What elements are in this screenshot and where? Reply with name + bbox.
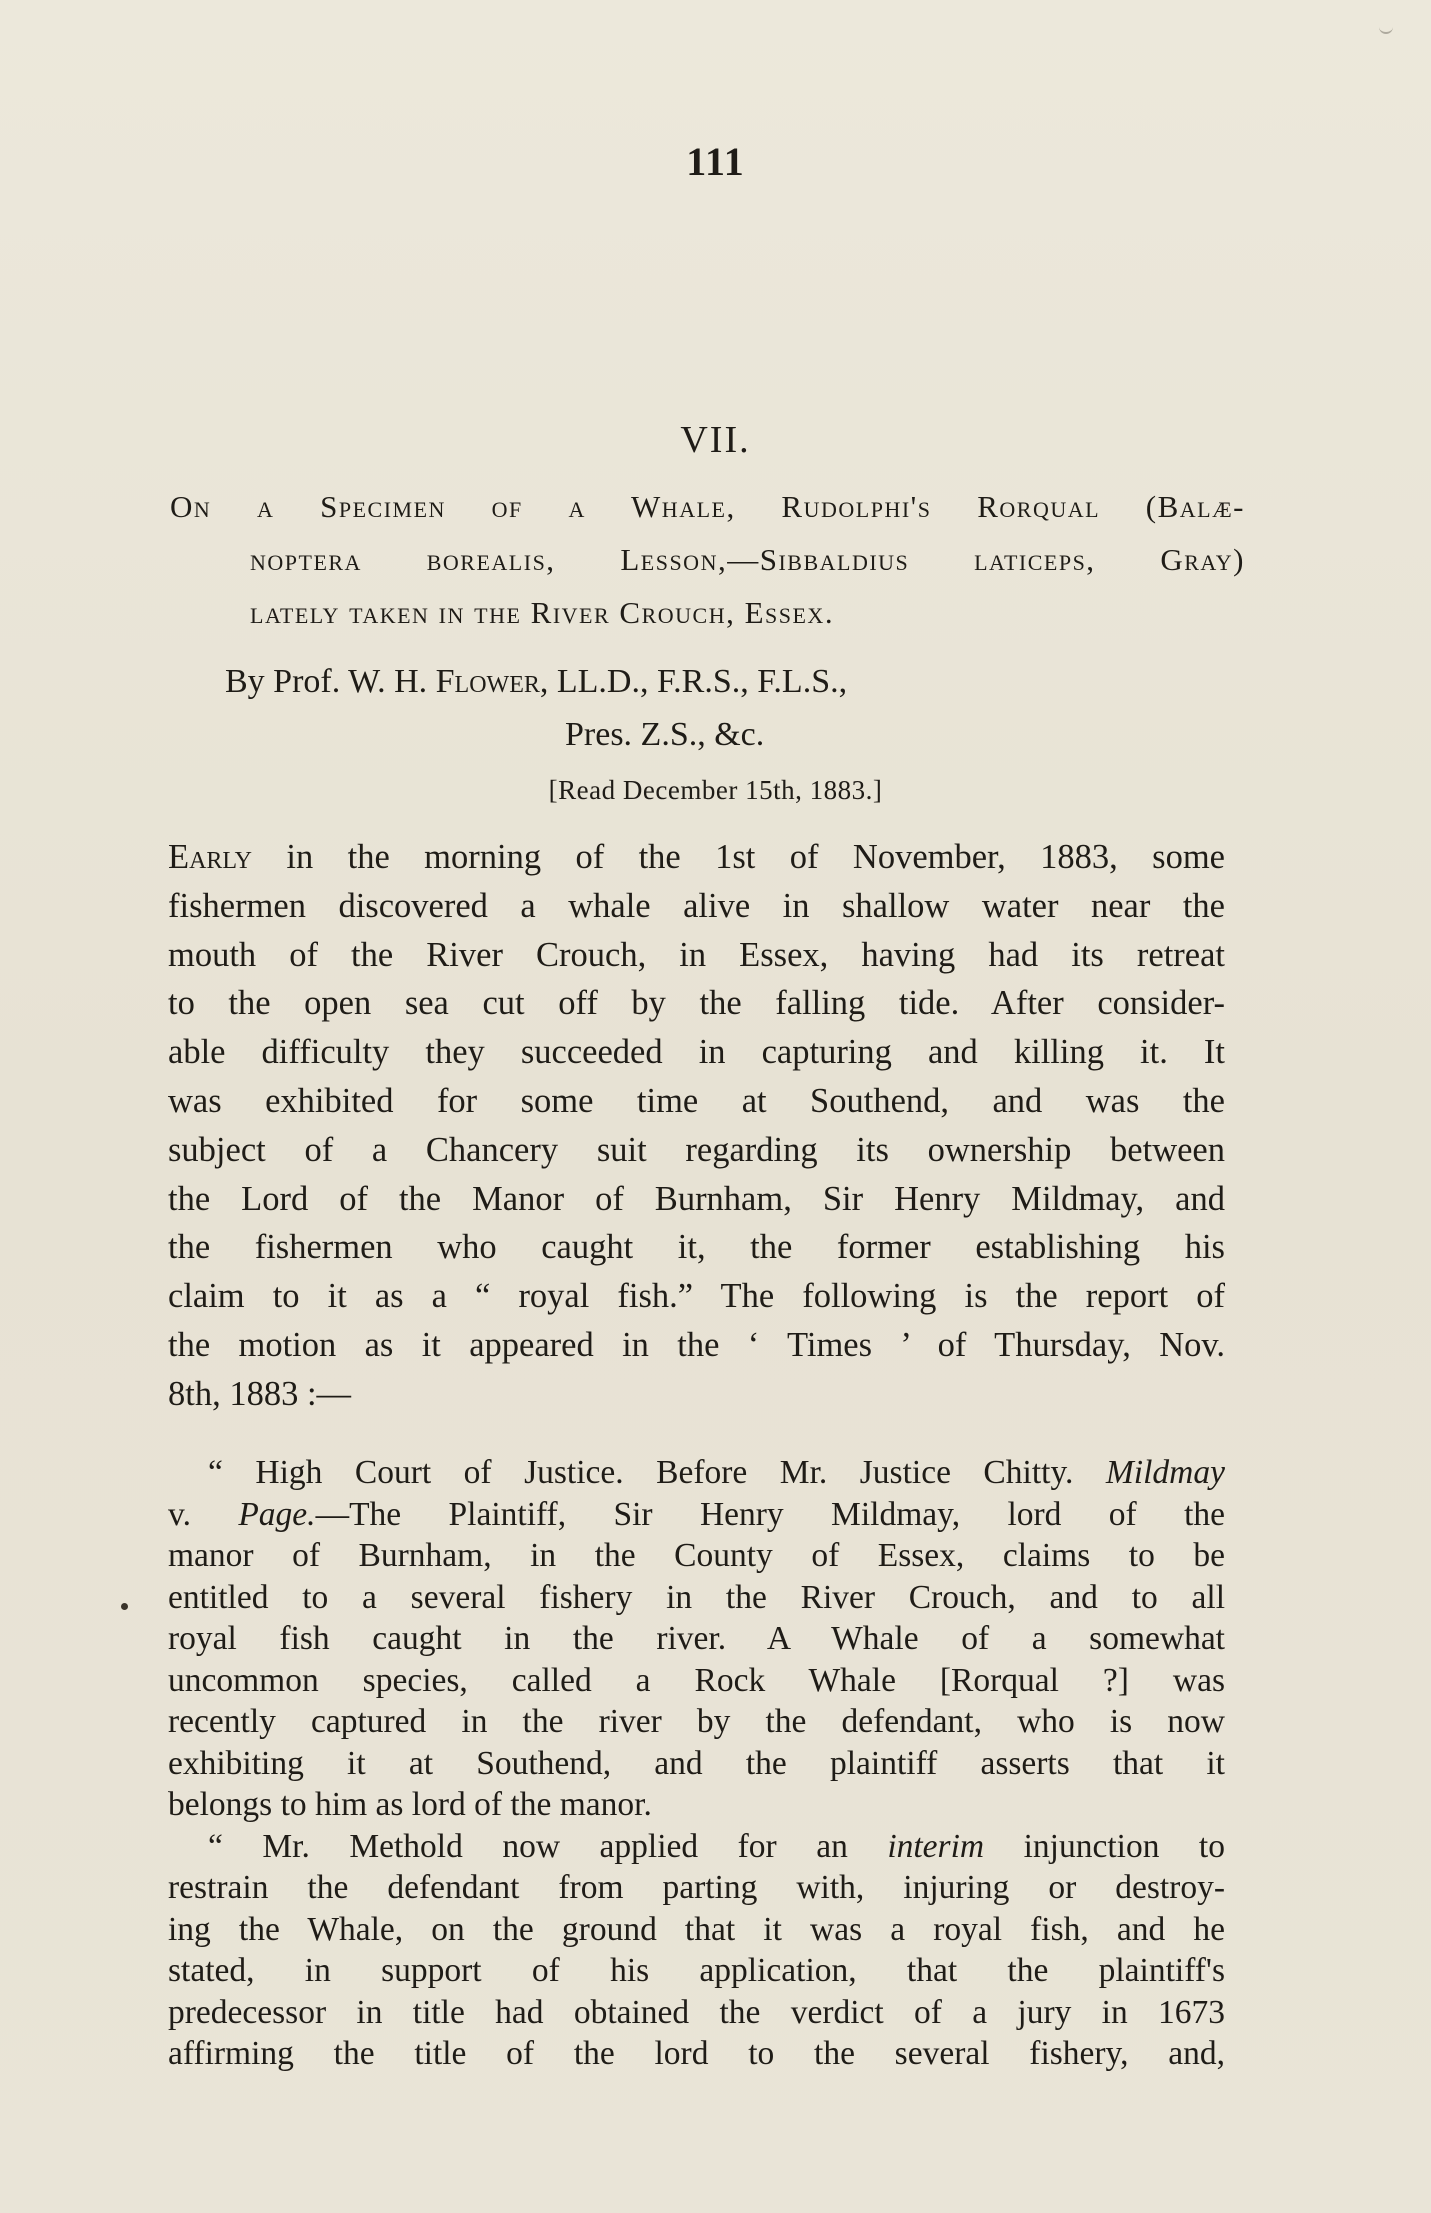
body-line: to the open sea cut off by the falling tide. After consider-	[168, 984, 1225, 1023]
margin-dot	[121, 1603, 128, 1610]
body-line: the fishermen who caught it, the former establishing his	[168, 1228, 1225, 1267]
quote-line: affirming the title of the lord to the several fishery, and,	[168, 2035, 1225, 2072]
title-line-2: noptera borealis, Lesson,—Sibbaldius laticeps, Gray)	[250, 542, 1245, 577]
quote-line: stated, in support of his application, that the plaintiff's	[168, 1952, 1225, 1989]
body-line: the Lord of the Manor of Burnham, Sir Henry Mildmay, and	[168, 1179, 1225, 1218]
drop-word: Early	[168, 838, 253, 876]
quote-line: ing the Whale, on the ground that it was a royal fish, and he	[168, 1910, 1225, 1948]
quote-line: uncommon species, called a Rock Whale [Rorqual ?] was	[168, 1661, 1225, 1699]
quote-line: entitled to a several fishery in the River Crouch, and to all	[168, 1578, 1225, 1616]
body-line: the motion as it appeared in the ‘ Times ’ of Thursday, Nov.	[168, 1325, 1225, 1364]
title-line-3: lately taken in the River Crouch, Essex.	[250, 595, 835, 630]
page-number: 111	[686, 139, 745, 184]
quote-line: exhibiting it at Southend, and the plaintiff asserts that it	[168, 1744, 1225, 1782]
title-line-1: On a Specimen of a Whale, Rudolphi's Rorqual (Balæ-	[170, 489, 1245, 524]
quote-line: predecessor in title had obtained the verdict of a jury in 1673	[168, 1993, 1225, 2031]
author-byline	[225, 655, 1235, 761]
quote-line: restrain the defendant from parting with, injuring or destroy-	[168, 1869, 1225, 1906]
body-line: able difficulty they succeeded in capturing and killing it. It	[168, 1033, 1225, 1072]
quote-line: belongs to him as lord of the manor.	[168, 1786, 652, 1823]
quote-text: v.	[168, 1495, 239, 1533]
read-date: [Read December 15th, 1883.]	[548, 775, 883, 805]
section-numeral: VII.	[680, 419, 751, 461]
quoted-report	[168, 1452, 1225, 2075]
author-credentials-line-2: Pres. Z.S., &c.	[565, 716, 765, 753]
body-line	[168, 833, 1225, 882]
quote-line: manor of Burnham, in the County of Essex, claims to be	[168, 1537, 1225, 1574]
quote-line	[168, 1494, 1225, 1536]
body-line: 8th, 1883 :—	[168, 1374, 352, 1413]
page-corner-mark	[1379, 22, 1393, 34]
case-name-italic: Page.	[238, 1495, 316, 1533]
byline-prefix: By Prof. W. H.	[225, 663, 436, 700]
case-name-italic: Mildmay	[1105, 1454, 1225, 1491]
body-line-text: in the morning of the 1st of November, 1883, some	[252, 838, 1225, 876]
quote-line: royal fish caught in the river. A Whale of a somewhat	[168, 1620, 1225, 1657]
body-line: mouth of the River Crouch, in Essex, having had its retreat	[168, 935, 1225, 974]
article-title	[170, 480, 1245, 639]
body-paragraph	[168, 833, 1225, 1419]
body-line: claim to it as a “ royal fish.” The following is the report of	[168, 1277, 1225, 1316]
quote-line	[168, 1826, 1225, 1868]
quote-text: injunction to	[984, 1827, 1225, 1865]
quote-line	[168, 1452, 1225, 1494]
body-line: subject of a Chancery suit regarding its ownership between	[168, 1130, 1225, 1169]
author-credentials: , LL.D., F.R.S., F.L.S.,	[539, 663, 848, 700]
interim-italic: interim	[887, 1827, 985, 1865]
quote-text: “ Mr. Methold now applied for an	[208, 1827, 888, 1865]
body-line: was exhibited for some time at Southend, and was the	[168, 1081, 1225, 1120]
quote-text: “ High Court of Justice. Before Mr. Justice Chitty.	[208, 1454, 1106, 1491]
author-name: Flower	[435, 663, 540, 700]
quote-text: —The Plaintiff, Sir Henry Mildmay, lord of the	[315, 1495, 1226, 1533]
body-line: fishermen discovered a whale alive in shallow water near the	[168, 886, 1225, 925]
quote-line: recently captured in the river by the defendant, who is now	[168, 1703, 1225, 1740]
